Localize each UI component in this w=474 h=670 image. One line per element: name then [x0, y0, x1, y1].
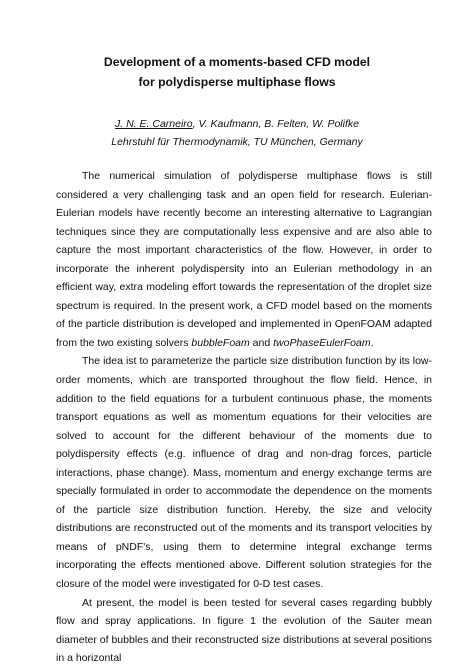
- paper-title-line-1: Development of a moments-based CFD model: [103, 55, 371, 69]
- solver-name-twophaseeulerfoam: twoPhaseEulerFoam: [273, 336, 371, 349]
- co-authors: , V. Kaufmann, B. Felten, W. Polifke: [192, 118, 359, 130]
- paper-title-line-2: for polydisperse multiphase flows: [138, 75, 336, 89]
- presenting-author: J. N. E. Carneiro: [115, 118, 193, 130]
- paragraph-1-text: The numerical simulation of polydisperse multiphase flows is still considered a very challenging task and an open field for research. Eulerian-Eulerian models have recently become an interesting alternative to Lagrangian techniques since they are computationally less expensive and are also able to capture the most important characteristics of the flow. However, in order to incorporate the inherent polydispersity into an Eulerian methodology in an efficient way, extra modeling effort towards the representation of the droplet size spectrum is required. In the present work, a CFD model based on the moments of the particle distribution is developed and implemented in OpenFOAM adapted from the two existing solvers: [56, 170, 432, 349]
- abstract-body: [56, 167, 432, 668]
- paragraph-3: At present, the model is been tested for several cases regarding bubbly flow and spray applications. In figure 1 the evolution of the Sauter mean diameter of bubbles and their reconstructed size distributions at several positions in a horizontal: [56, 596, 432, 665]
- author-list: [0, 117, 474, 131]
- paragraph-1: [56, 167, 432, 352]
- paragraph-1-end: .: [370, 336, 374, 349]
- paragraph-1-connector: and: [249, 336, 274, 349]
- paragraph-2: The idea ist to parameterize the particle size distribution function by its low-order moments, which are transported throughout the flow field. Hence, in addition to the field equations for a turbulent continuous phase, the moments transport equations as well as momentum equations for their velocities are solved to account for the different behaviour of the moments due to polydispersity effects (e.g. influence of drag and non-drag forces, particle interactions, phase change). Mass, momentum and energy exchange terms are specially formulated in order to accommodate the dependence on the moments of the particle size distribution function. Hereby, the size and velocity distributions are reconstructed out of the moments and its transport velocities by means of pNDF's, using them to determine integral exchange terms incorporating the effects mentioned above. Different solution strategies for the closure of the model were investigated for 0-D test cases.: [56, 355, 432, 591]
- solver-name-bubblefoam: bubbleFoam: [191, 336, 250, 349]
- affiliation: Lehrstuhl für Thermodynamik, TU München, Germany: [111, 136, 363, 148]
